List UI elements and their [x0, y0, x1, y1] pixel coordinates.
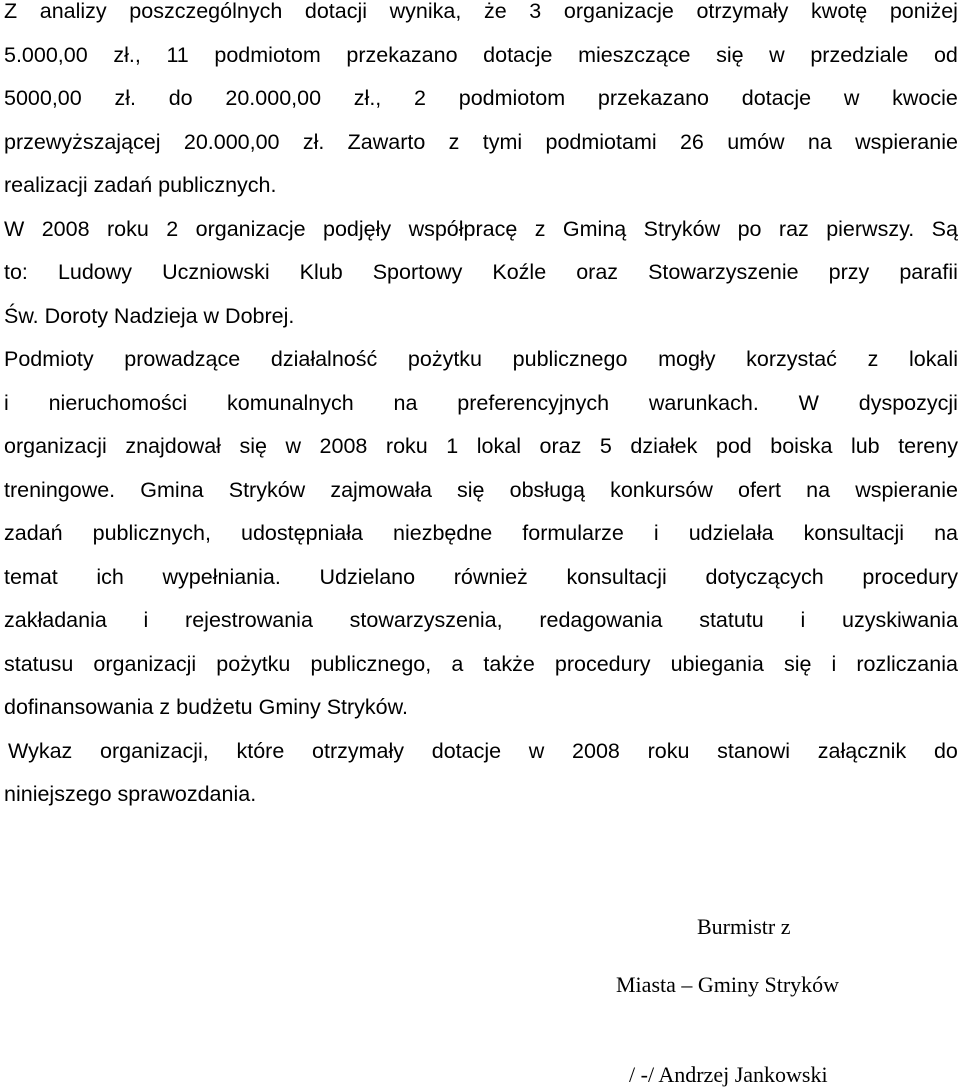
word: roku [385, 434, 428, 458]
word: otrzymały [312, 738, 405, 763]
word: wspieranie [855, 129, 958, 154]
word: przekazano [346, 42, 458, 67]
word: umów [727, 129, 785, 154]
word: publicznych, [92, 521, 211, 545]
word: publicznego, [310, 651, 432, 676]
word: preferencyjnych [457, 390, 610, 415]
paragraph-line [4, 382, 958, 426]
paragraph-line [4, 77, 958, 121]
word: 2008 [319, 434, 368, 458]
paragraph-line [4, 0, 958, 34]
word: procedury [862, 564, 958, 589]
word: otrzymały [696, 0, 789, 23]
word: działalność [270, 347, 378, 371]
word: Stryków [228, 477, 306, 502]
word: wynika, [389, 0, 462, 23]
word: redagowania [539, 608, 663, 632]
word: treningowe. [4, 477, 116, 502]
word: organizacji, [100, 738, 209, 763]
word: raz [778, 216, 809, 241]
word: podmiotom [458, 86, 566, 110]
paragraph-line [4, 730, 958, 774]
word: lokal [476, 434, 521, 458]
word: obsługą [509, 477, 585, 502]
word: ofert [737, 477, 782, 502]
word: Z [4, 0, 18, 23]
word: 2008 [572, 738, 620, 763]
word: i [143, 608, 149, 632]
word: organizacje [195, 216, 306, 241]
word: się [783, 651, 812, 676]
word: od [933, 42, 958, 67]
paragraph-line [4, 121, 958, 165]
word: to: [4, 260, 28, 284]
paragraph-line [4, 34, 958, 78]
word: 2 [166, 216, 179, 241]
word: nieruchomości [48, 390, 188, 415]
word: kwocie [892, 86, 958, 110]
word: konsultacji [566, 564, 667, 589]
word: z [534, 216, 546, 241]
paragraph-line [4, 425, 958, 469]
word: udzielała [688, 521, 774, 545]
word: dotacje [483, 42, 553, 67]
word: Ludowy [57, 260, 133, 284]
word: lub [850, 434, 880, 458]
paragraph-line: dofinansowania z budżetu Gminy Stryków. [4, 695, 408, 719]
word: przekazano [597, 86, 710, 110]
word: się [457, 477, 485, 502]
paragraph-line [4, 643, 958, 687]
word: w [769, 42, 785, 67]
word: znajdował [125, 434, 221, 458]
word: tymi [482, 129, 523, 154]
word: i [4, 390, 9, 415]
word: uzyskiwania [842, 608, 958, 632]
word: w [285, 434, 302, 458]
word: poszczególnych [129, 0, 283, 23]
word: publicznego [512, 347, 628, 371]
word: w [528, 738, 545, 763]
word: do [933, 738, 958, 763]
word: zł., [113, 42, 141, 67]
word: zadań [4, 521, 63, 545]
word: działek [630, 434, 698, 458]
word: W [798, 390, 819, 415]
word: statusu [4, 651, 74, 676]
signature-name: / -/ Andrzej Jankowski [629, 1062, 828, 1087]
word: załącznik [817, 738, 907, 763]
word: podjęły [323, 216, 392, 241]
word: Sportowy [372, 260, 463, 284]
word: rejestrowania [185, 608, 313, 632]
word: 5 [599, 434, 612, 458]
document-body [4, 0, 958, 817]
word: się [716, 42, 744, 67]
word: 20.000,00 [225, 86, 322, 110]
word: wspieranie [855, 477, 958, 502]
word: w [843, 86, 860, 110]
word: przy [828, 260, 870, 284]
word: roku [106, 216, 149, 241]
word: 11 [166, 42, 189, 67]
word: korzystać [746, 347, 837, 371]
paragraph-line [4, 469, 958, 513]
word: dotacji [304, 0, 368, 23]
word: Są [931, 216, 958, 241]
word: Gmina [140, 477, 204, 502]
word: i [653, 521, 659, 545]
word: dyspozycji [858, 390, 958, 415]
word: tereny [898, 434, 958, 458]
word: 1 [446, 434, 459, 458]
paragraph-line [4, 251, 958, 295]
word: Stryków [643, 216, 721, 241]
word: 20.000,00 [183, 129, 280, 154]
word: 5000,00 [4, 86, 82, 110]
word: 3 [529, 0, 542, 23]
word: kwotę [811, 0, 868, 23]
paragraph-line: Św. Doroty Nadzieja w Dobrej. [4, 303, 295, 328]
word: przedziale [810, 42, 909, 67]
word: Uczniowski [162, 260, 270, 284]
word: z [867, 347, 879, 371]
word: mogły [658, 347, 716, 371]
word: Stowarzyszenie [648, 260, 799, 284]
word: stowarzyszenia, [349, 608, 503, 632]
word: na [393, 390, 418, 415]
word: podmiotami [545, 129, 657, 154]
word: roku [647, 738, 690, 763]
word: które [236, 738, 285, 763]
word: prowadzące [124, 347, 241, 371]
word: i [800, 608, 806, 632]
word: z [448, 129, 460, 154]
paragraph-line: realizacji zadań publicznych. [4, 173, 277, 197]
word: na [807, 129, 832, 154]
paragraph-line [4, 338, 958, 382]
word: zł., [353, 86, 382, 110]
word: do [168, 86, 193, 110]
word: Udzielano [319, 564, 416, 589]
word: i [831, 651, 837, 676]
word: 5.000,00 [4, 42, 88, 67]
word: procedury [554, 651, 651, 676]
word: statutu [699, 608, 764, 632]
word: pierwszy. [826, 216, 915, 241]
word: zł. [302, 129, 325, 154]
word: przewyższającej [4, 129, 161, 154]
word: Wykaz [8, 738, 73, 763]
word: parafii [899, 260, 958, 284]
signature-office: Miasta – Gminy Stryków [616, 972, 840, 997]
word: organizacji [4, 434, 107, 458]
paragraph-line [4, 512, 958, 556]
word: na [934, 521, 958, 545]
word: komunalnych [227, 390, 354, 415]
word: formularze [522, 521, 624, 545]
word: zł. [114, 86, 136, 110]
word: Zawarto [347, 129, 426, 154]
word: współpracę [408, 216, 518, 241]
word: udostępniała [241, 521, 363, 545]
word: podmiotom [214, 42, 321, 67]
word: warunkach. [648, 390, 759, 415]
word: Klub [299, 260, 343, 284]
word: konsultacji [803, 521, 905, 545]
word: W [4, 216, 25, 241]
word: zajmowała [330, 477, 432, 502]
word: zakładania [4, 608, 107, 632]
word: dotyczących [705, 564, 824, 589]
word: się [239, 434, 267, 458]
word: boiska [770, 434, 833, 458]
word: konkursów [610, 477, 713, 502]
word: Podmioty [4, 347, 94, 371]
word: po [737, 216, 762, 241]
word: organizacji [93, 651, 197, 676]
word: pożytku [407, 347, 483, 371]
word: również [453, 564, 528, 589]
word: dotacje [431, 738, 502, 763]
word: pod [715, 434, 752, 458]
word: a [451, 651, 464, 676]
word: mieszczące [578, 42, 691, 67]
word: temat [4, 564, 58, 589]
word: wypełniania. [162, 564, 281, 589]
word: na [806, 477, 831, 502]
word: pożytku [216, 651, 291, 676]
word: analizy [39, 0, 107, 23]
word: stanowi [717, 738, 791, 763]
word: ich [96, 564, 124, 589]
word: 2008 [41, 216, 90, 241]
word: niezbędne [393, 521, 493, 545]
word: 26 [679, 129, 704, 154]
signature-title: Burmistr z [697, 914, 791, 939]
word: rozliczania [856, 651, 958, 676]
paragraph-line: niniejszego sprawozdania. [4, 782, 257, 806]
paragraph-line [4, 556, 958, 600]
word: Koźle [492, 260, 547, 284]
word: że [483, 0, 507, 23]
word: poniżej [889, 0, 958, 23]
word: dotacje [741, 86, 812, 110]
word: Gminą [562, 216, 627, 241]
word: także [483, 651, 535, 676]
word: oraz [576, 260, 619, 284]
word: 2 [414, 86, 426, 110]
word: oraz [539, 434, 582, 458]
paragraph-line [4, 599, 958, 643]
paragraph-line [4, 208, 958, 252]
word: organizacje [563, 0, 674, 23]
word: lokali [908, 347, 958, 371]
word: ubiegania [670, 651, 764, 676]
